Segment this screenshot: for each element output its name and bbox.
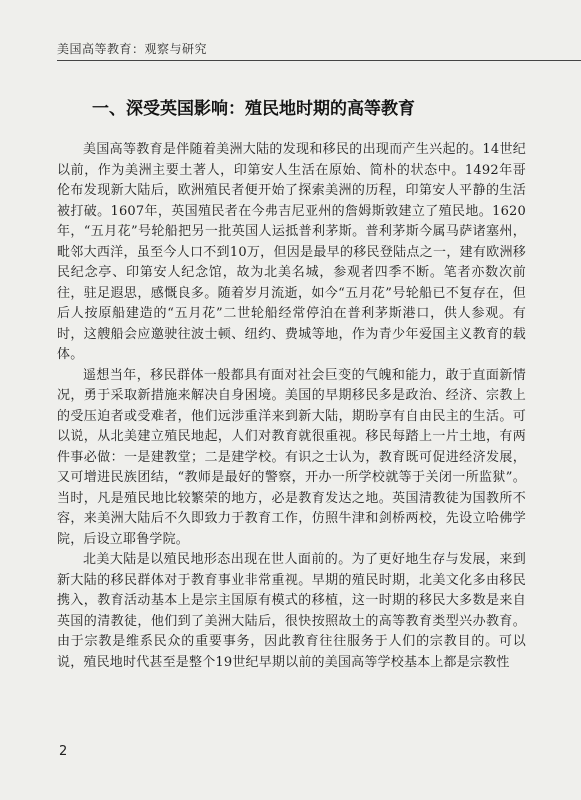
page-number: 2	[59, 744, 68, 759]
body-text	[57, 140, 526, 673]
paragraph-1: 美国高等教育是伴随着美洲大陆的发现和移民的出现而产生兴起的。14世纪以前，作为美洲主要土著人，印第安人生活在原始、简朴的状态中。1492年哥伦布发现新大陆后，欧洲殖民者便开始了探索美洲的历程，印第安人平静的生活被打破。1607年，英国殖民者在今弗吉尼亚州的詹姆斯敦建立了殖民地。1620年，“五月花”号轮船把另一批英国人运抵普利茅斯。普利茅斯今属马萨诸塞州，毗邻大西洋，虽至今人口不到10万，但因是最早的移民登陆点之一，建有欧洲移民纪念亭、印第安人纪念馆，故为北美名城，参观者四季不断。笔者亦数次前往，驻足遐思，感慨良多。随着岁月流逝，如今“五月花”号轮船已不复存在，但后人按原船建造的“五月花”二世轮船经常停泊在普利茅斯港口，供人参观。有时，这艘船会应邀驶往波士顿、纽约、费城等地，作为青少年爱国主义教育的载体。	[57, 142, 526, 362]
section-title: 一、深受英国影响：殖民地时期的高等教育	[92, 99, 415, 119]
paragraph-2: 遥想当年，移民群体一般都具有面对社会巨变的气魄和能力，敢于直面新情况，勇于采取新措施来解决自身困境。美国的早期移民多是政治、经济、宗教上的受压迫者或受难者，他们远涉重洋来到新大陆，期盼享有自由民主的生活。可以说，从北美建立殖民地起，人们对教育就很重视。移民每踏上一片土地，有两件事必做：一是建教堂；二是建学校。有识之士认为，教育既可促进经济发展，又可增进民族团结，“教师是最好的警察，开办一所学校就等于关闭一所监狱”。当时，凡是殖民地比较繁荣的地方，必是教育发达之地。英国清教徒为国教所不容，来美洲大陆后不久即致力于教育工作，仿照牛津和剑桥两校，先设立哈佛学院，后设立耶鲁学院。	[57, 367, 526, 547]
header-rule	[57, 60, 581, 61]
paragraph-3: 北美大陆是以殖民地形态出现在世人面前的。为了更好地生存与发展，来到新大陆的移民群体对于教育事业非常重视。早期的殖民时期，北美文化多由移民携入，教育活动基本上是宗主国原有模式的移植，这一时期的移民大多数是来自英国的清教徒，他们到了美洲大陆后，很快按照故土的高等教育类型兴办教育。由于宗教是维系民众的重要事务，因此教育往往服务于人们的宗教目的。可以说，殖民地时代甚至是整个19世纪早期以前的美国高等学校基本上都是宗教性	[57, 552, 526, 670]
running-header: 美国高等教育：观察与研究	[57, 42, 208, 56]
